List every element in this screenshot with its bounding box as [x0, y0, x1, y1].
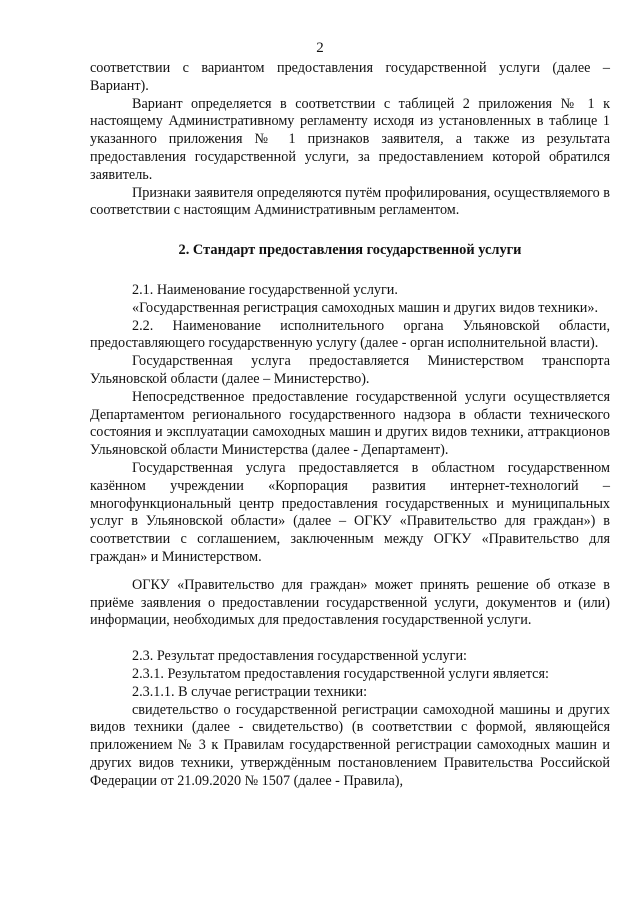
section-heading: 2. Стандарт предоставления государственной услуги: [178, 242, 522, 259]
paragraph: соответствии с вариантом предоставления государственной услуги (далее – Вариант).: [90, 60, 610, 94]
paragraph: 2.3. Результат предоставления государственной услуги:: [132, 648, 467, 665]
paragraph: Признаки заявителя определяются путём профилирования, осуществляемого в соответствии с настоящим Административным регламентом.: [90, 184, 610, 219]
paragraph: ОГКУ «Правительство для граждан» может принять решение об отказе в приёме заявления о предоставлении государственной услуги, документов и (или) информации, необходимых для предоставления государственной услуги.: [90, 576, 610, 629]
paragraph: 2.3.1.1. В случае регистрации техники:: [132, 683, 368, 700]
paragraph: 2.1. Наименование государственной услуги.: [132, 281, 398, 298]
paragraph: Государственная услуга предоставляется Министерством транспорта Ульяновской области (далее – Министерство).: [90, 353, 610, 387]
paragraph: Государственная услуга предоставляется в областном государственном казённом учреждении «Корпорация развития интернет-технологий – многофункциональный центр предоставления государственных и муниципальных услуг в Ульяновской области» (далее – ОГКУ «Правительство для граждан») в соответствии с соглашением, заключенным между ОГКУ «Правительство для граждан» и Министерством.: [90, 459, 610, 565]
paragraph: Непосредственное предоставление государственной услуги осуществляется Департаментом регионального государственного надзора в области технического состояния и эксплуатации самоходных машин и других видов техники, аттракционов Ульяновской области Министерства (далее - Департамент).: [90, 388, 610, 459]
paragraph: 2.3.1. Результатом предоставления государственной услуги является:: [132, 665, 549, 682]
page-number: 2: [316, 40, 324, 56]
paragraph: Вариант определяется в соответствии с таблицей 2 приложения № 1 к настоящему Административному регламенту исходя из установленных в таблице 1 указанного приложения № 1 признаков заявителя, а также из результата предоставления государственной услуги, за предоставлением которой обратился заявитель.: [90, 95, 610, 183]
paragraph: свидетельство о государственной регистрации самоходной машины и других видов техники (далее - свидетельство) (в соответствии с формой, являющейся приложением № 3 к Правилам государственной регистрации самоходных машин и других видов техники, утверждённым постановлением Правительства Российской Федерации от 21.09.2020 № 1507 (далее - Правила),: [90, 701, 610, 789]
document-body: [90, 60, 610, 790]
paragraph: 2.2. Наименование исполнительного органа Ульяновской области, предоставляющего государственную услугу (далее - орган исполнительной власти).: [90, 317, 610, 352]
paragraph: «Государственная регистрация самоходных машин и других видов техники».: [132, 299, 599, 316]
